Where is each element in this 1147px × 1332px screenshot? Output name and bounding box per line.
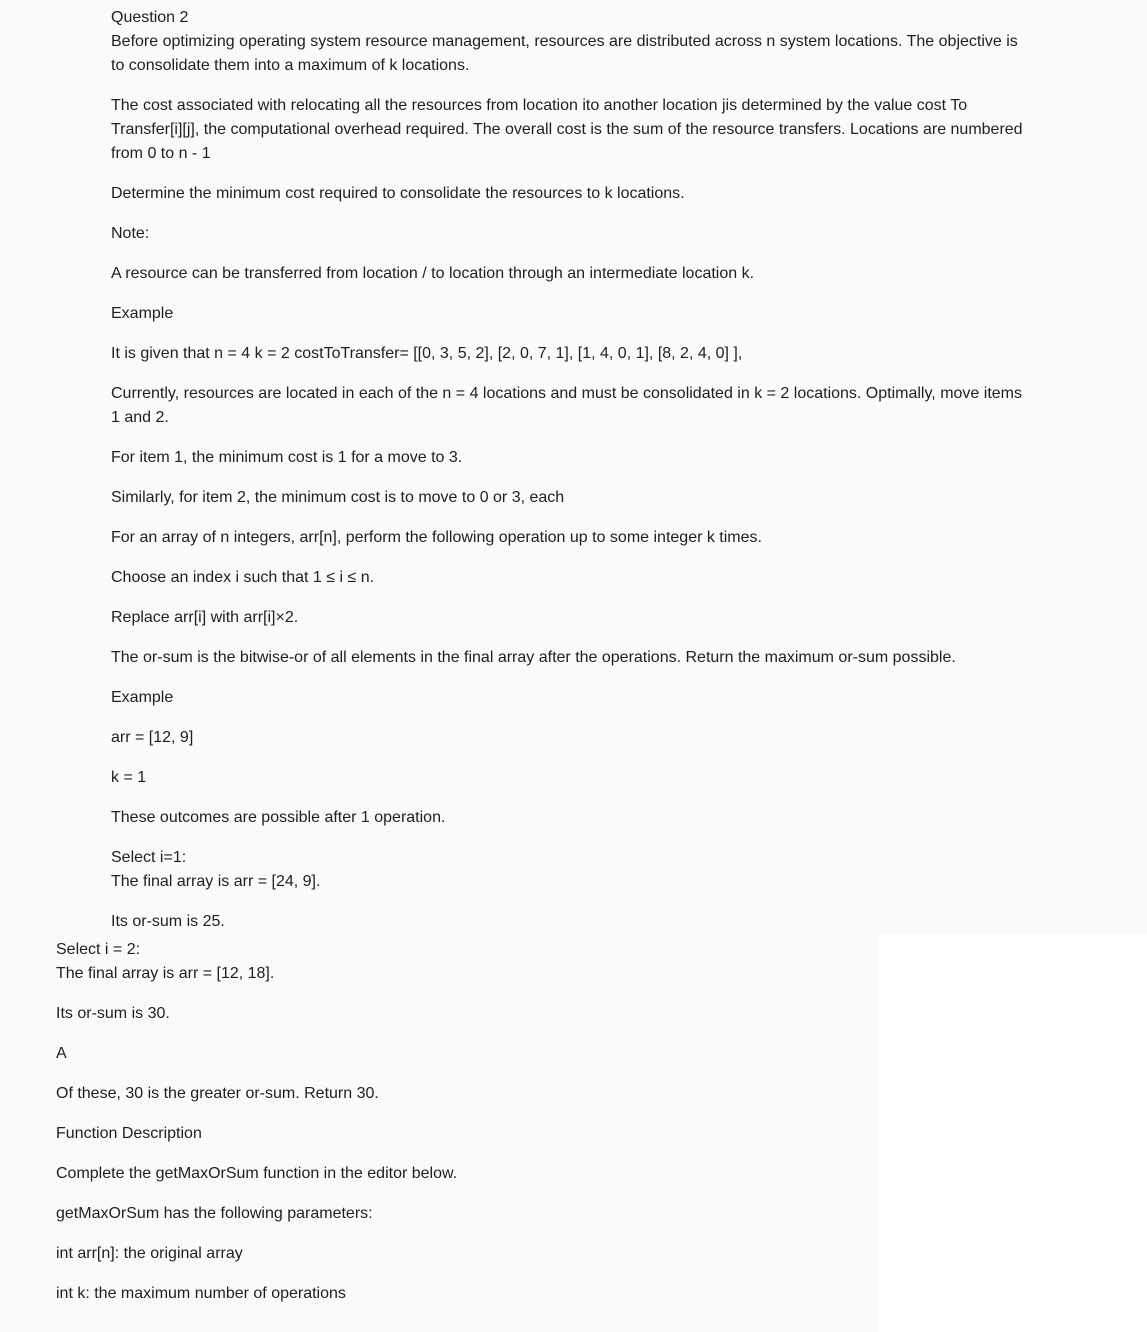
example-given: It is given that n = 4 k = 2 costToTransfer= [[0, 3, 5, 2], [2, 0, 7, 1], [1, 4, 0, 1], [8, 2, 4, 0] ],	[111, 345, 743, 362]
item1-text: For item 1, the minimum cost is 1 for a move to 3.	[111, 449, 463, 466]
final2-text: The final array is arr = [12, 18].	[56, 965, 275, 982]
example2-label: Example	[111, 689, 174, 706]
orsum2-text: Its or-sum is 30.	[56, 1005, 170, 1022]
greater-text: Of these, 30 is the greater or-sum. Return 30.	[56, 1085, 379, 1102]
example-label: Example	[111, 305, 174, 322]
orsum-definition: The or-sum is the bitwise-or of all elements in the final array after the operations. Return the maximum or-sum possible.	[111, 649, 956, 666]
objective-paragraph: Determine the minimum cost required to consolidate the resources to k locations.	[111, 185, 685, 202]
question-content	[111, 6, 1031, 934]
choose-index: Choose an index i such that 1 ≤ i ≤ n.	[111, 569, 375, 586]
question-content-continued	[56, 938, 856, 1306]
item2-text: Similarly, for item 2, the minimum cost is to move to 0 or 3, each	[111, 489, 565, 506]
complete-text: Complete the getMaxOrSum function in the editor below.	[56, 1165, 458, 1182]
replace-rule: Replace arr[i] with arr[i]×2.	[111, 609, 299, 626]
example-current: Currently, resources are located in each of the n = 4 locations and must be consolidated in k = 2 locations. Optimally, move items 1 and 2.	[111, 385, 1027, 426]
note-label: Note:	[111, 225, 150, 242]
outcomes-text: These outcomes are possible after 1 operation.	[111, 809, 446, 826]
param-arr: int arr[n]: the original array	[56, 1245, 243, 1262]
select2-text: Select i = 2:	[56, 941, 141, 958]
example-k: k = 1	[111, 769, 147, 786]
cost-paragraph: The cost associated with relocating all the resources from location ito another location jis determined by the value cost To Transfer[i][j], the computational overhead required. The overall cost is the sum of the resource transfers. Locations are numbered from 0 to n - 1	[111, 97, 1028, 162]
final1-text: The final array is arr = [24, 9].	[111, 873, 321, 890]
array-operation: For an array of n integers, arr[n], perform the following operation up to some integer k times.	[111, 529, 762, 546]
intro-paragraph: Before optimizing operating system resource management, resources are distributed across n system locations. The objective is to consolidate them into a maximum of k locations.	[111, 33, 1023, 74]
orsum1-text: Its or-sum is 25.	[111, 913, 225, 930]
params-intro: getMaxOrSum has the following parameters:	[56, 1205, 373, 1222]
param-k: int k: the maximum number of operations	[56, 1285, 346, 1302]
stray-letter: A	[56, 1045, 67, 1062]
select1-text: Select i=1:	[111, 849, 187, 866]
example-arr: arr = [12, 9]	[111, 729, 194, 746]
note-text: A resource can be transferred from location / to location through an intermediate location k.	[111, 265, 755, 282]
function-description-heading: Function Description	[56, 1125, 202, 1142]
question-heading: Question 2	[111, 9, 189, 26]
